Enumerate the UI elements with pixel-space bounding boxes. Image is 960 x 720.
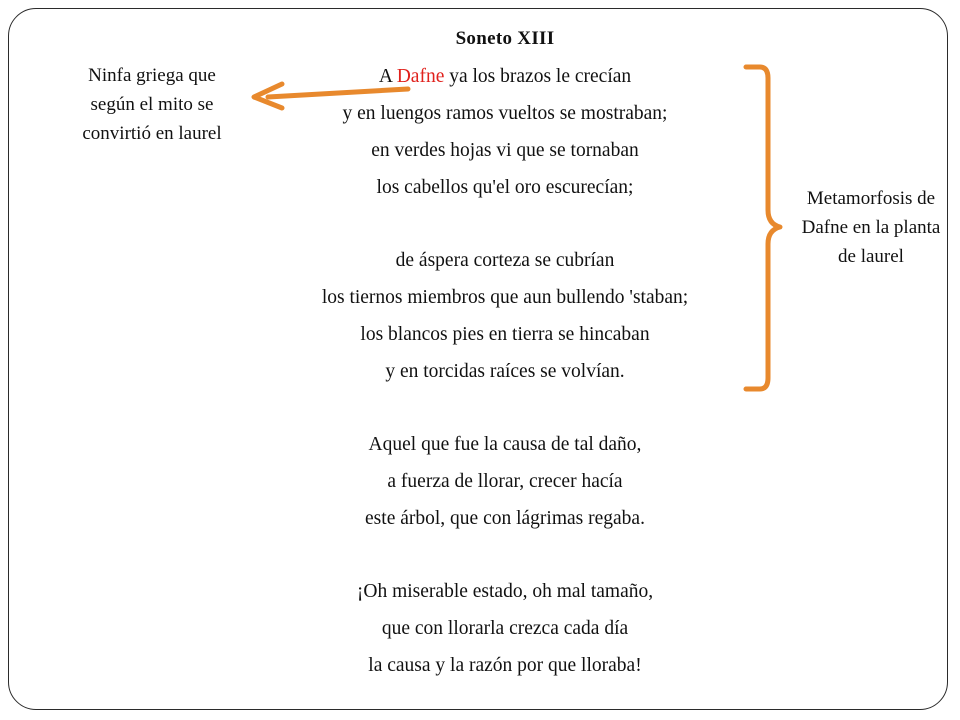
poem-line-9: Aquel que fue la causa de tal daño, [368, 434, 642, 455]
stanza-gap [250, 390, 760, 426]
metamorphosis-annotation-line-3: de laurel [838, 246, 904, 267]
poem-line-3: en verdes hojas vi que se tornaban [371, 140, 639, 161]
line-1-prefix: A [378, 66, 397, 87]
poem-line-13: que con llorarla crezca cada día [381, 618, 629, 639]
dafne-annotation-line-3: convirtió en laurel [82, 123, 222, 144]
poem-body [250, 58, 760, 684]
poem-line-5: de áspera corteza se cubrían [395, 250, 615, 271]
dafne-annotation-line-1: Ninfa griega que [88, 65, 216, 86]
poem-line-2: y en luengos ramos vueltos se mostraban; [342, 103, 668, 124]
stanza-gap [250, 206, 760, 242]
poem-line-10: a fuerza de llorar, crecer hacía [387, 471, 623, 492]
poem-title: Soneto XIII [455, 28, 555, 49]
metamorphosis-annotation-line-1: Metamorfosis de [806, 188, 936, 209]
metamorphosis-annotation [786, 184, 956, 271]
poem-line-14: la causa y la razón por que lloraba! [368, 655, 642, 676]
dafne-annotation-line-2: según el mito se [90, 94, 214, 115]
line-1-suffix: ya los brazos le crecían [444, 66, 632, 87]
poem-line-6: los tiernos miembros que aun bullendo 'staban; [321, 287, 689, 308]
metamorphosis-annotation-line-2: Dafne en la planta [801, 217, 941, 238]
stanza-gap [250, 537, 760, 573]
poem-line-4: los cabellos qu'el oro escurecían; [376, 177, 634, 198]
dafne-highlight: Dafne [396, 66, 445, 87]
poem-line-8: y en torcidas raíces se volvían. [385, 361, 625, 382]
dafne-annotation [42, 61, 262, 148]
poem-line-11: este árbol, que con lágrimas regaba. [365, 508, 645, 529]
poem-line-1 [250, 58, 760, 95]
poem-line-12: ¡Oh miserable estado, oh mal tamaño, [356, 581, 654, 602]
poem-line-7: los blancos pies en tierra se hincaban [360, 324, 650, 345]
